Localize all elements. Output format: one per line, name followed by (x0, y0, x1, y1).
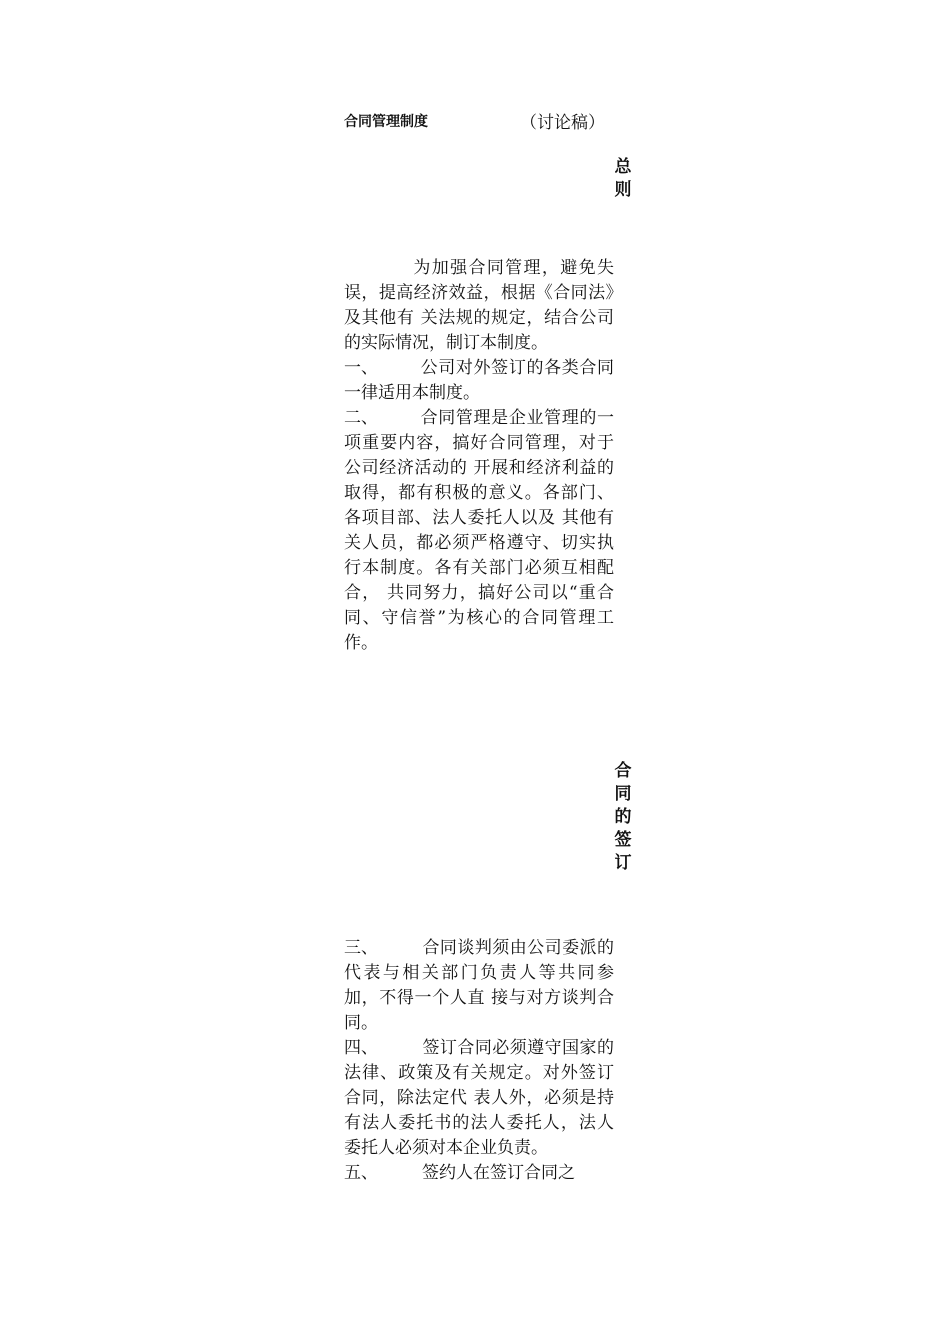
document-subtitle: （讨论稿） (520, 113, 605, 133)
article-number: 一、 (344, 358, 378, 378)
article-3 (344, 936, 614, 1036)
article-number: 三、 (344, 938, 378, 958)
section-heading-general: 总则 (614, 157, 632, 200)
article-number: 五、 (344, 1163, 378, 1183)
article-number: 二、 (344, 408, 378, 428)
article-text: 合同管理是企业管理的一项重要内容，搞好合同管理，对于公司经济活动的 开展和经济利益的取得，都有积极的意义。各部门、各项目部、法人委托人以及 其他有关人员，都必须严格遵守、切实执行本制度。各有关部门必须互相配合， 共同努力，搞好公司以“重合同、守信誉”为核心的合同管理工作。 (344, 408, 614, 653)
article-1 (344, 356, 614, 406)
article-text: 签订合同必须遵守国家的法律、政策及有关规定。对外签订合同，除法定代 表人外，必须是持有法人委托书的法人委托人，法人委托人必须对本企业负责。 (344, 1038, 614, 1158)
article-text: 签约人在签订合同之 (422, 1163, 575, 1183)
section-general-body (344, 256, 614, 656)
article-text: 合同谈判须由公司委派的代表与相关部门负责人等共同参加，不得一个人直 接与对方谈判合同。 (344, 938, 614, 1033)
article-text: 公司对外签订的各类合同一律适用本制度。 (344, 358, 614, 403)
paragraph-text: 为加强合同管理，避免失误，提高经济效益，根据《合同法》及其他有 关法规的规定，结合公司的实际情况，制订本制度。 (344, 258, 614, 353)
intro-paragraph (344, 256, 614, 356)
article-4 (344, 1036, 614, 1161)
section-heading-signing: 合同的签订 (614, 761, 632, 873)
section-signing-body (344, 936, 614, 1186)
article-2 (344, 406, 614, 656)
article-5 (344, 1161, 614, 1186)
article-number: 四、 (344, 1038, 378, 1058)
document-title: 合同管理制度 (344, 114, 428, 130)
